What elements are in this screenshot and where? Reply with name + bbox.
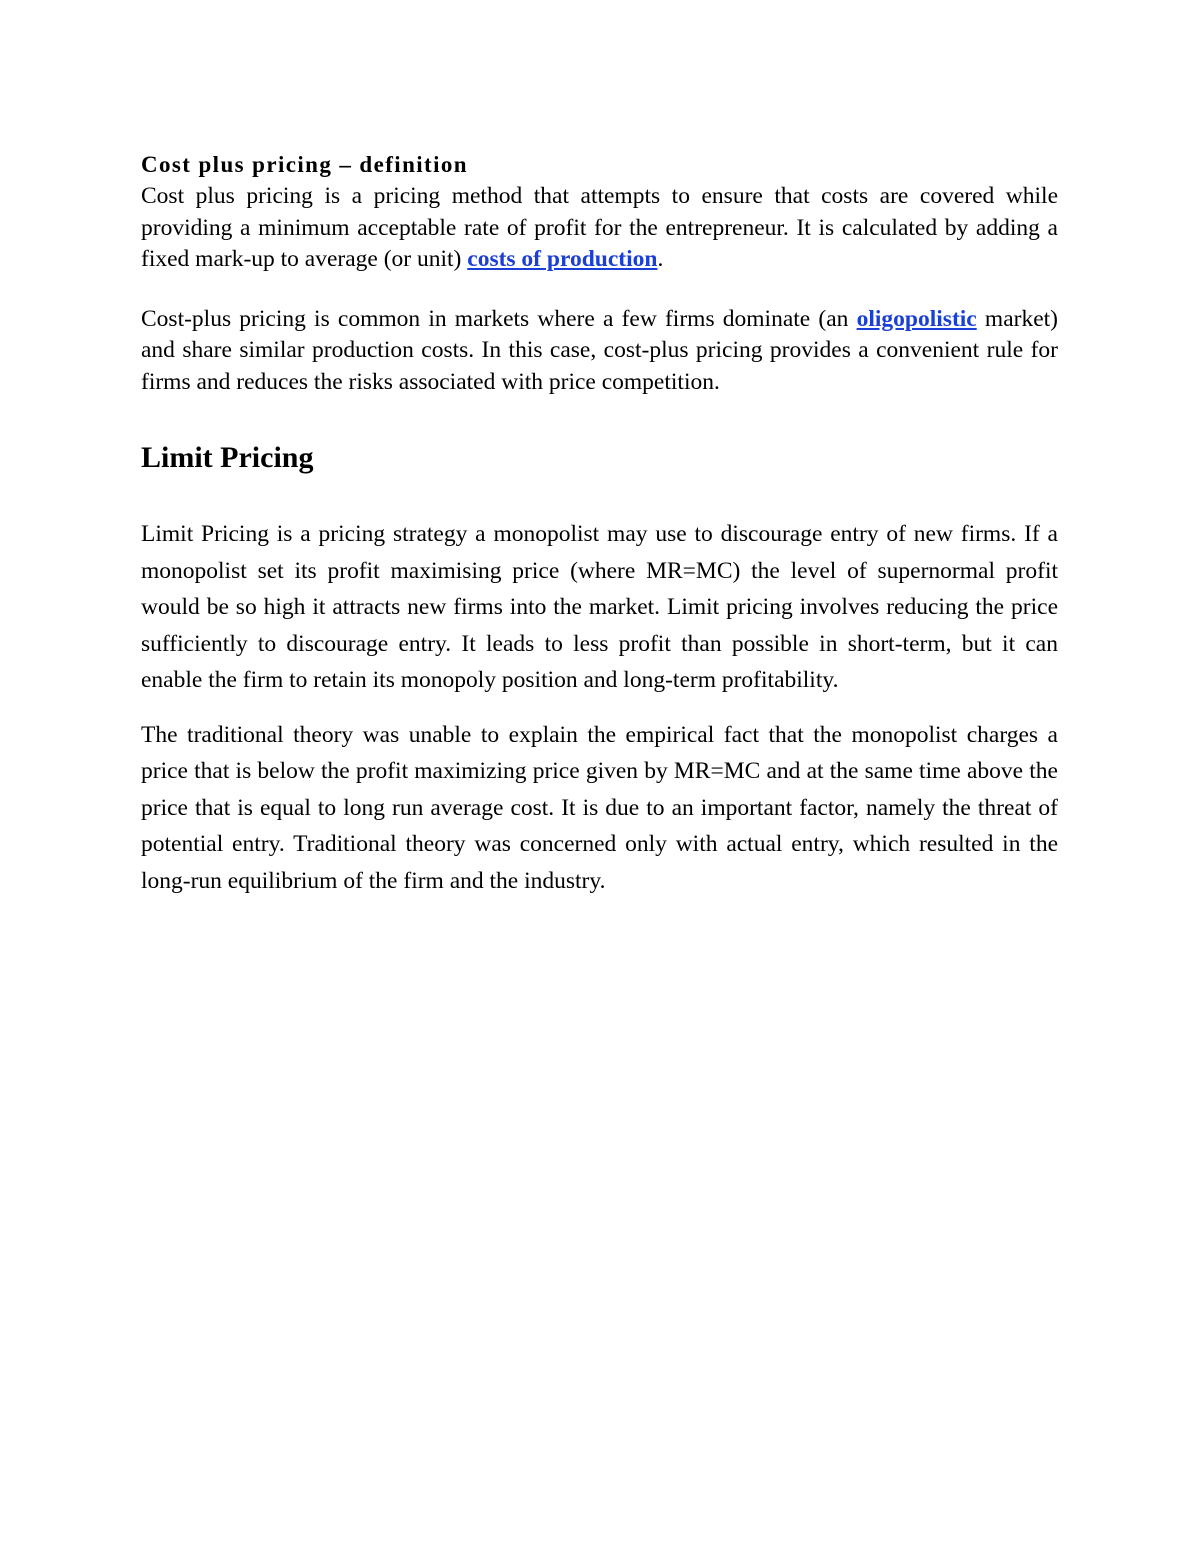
limit-pricing-heading: Limit Pricing: [141, 441, 314, 474]
paragraph-text: .: [657, 246, 664, 272]
document-content: [141, 148, 1058, 899]
cost-plus-definition-paragraph: [141, 181, 1058, 276]
oligopolistic-link[interactable]: oligopolistic: [856, 305, 977, 332]
paragraph-text: market) and share similar production costs. In this case, cost-plus pricing provides a convenient rule for firms and reduces the risks associated with price competition.: [141, 305, 1058, 395]
cost-plus-heading: Cost plus pricing – definition: [141, 152, 468, 177]
traditional-theory-paragraph: The traditional theory was unable to explain the empirical fact that the monopolist charges a price that is below the profit maximizing price given by MR=MC and at the same time above the price that is equal to long run average cost. It is due to an important factor, namely the threat of potential entry. Traditional theory was concerned only with actual entry, which resulted in the long-run equilibrium of the firm and the industry.: [141, 721, 1058, 894]
limit-pricing-definition-paragraph: Limit Pricing is a pricing strategy a monopolist may use to discourage entry of new firms. If a monopolist set its profit maximising price (where MR=MC) the level of supernormal profit would be so high it attracts new firms into the market. Limit pricing involves reducing the price sufficiently to discourage entry. It leads to less profit than possible in short-term, but it can enable the firm to retain its monopoly position and long-term profitability.: [141, 521, 1058, 693]
cost-plus-oligopoly-paragraph: [141, 304, 1058, 399]
paragraph-text: Cost-plus pricing is common in markets where a few firms dominate (an: [141, 305, 857, 332]
costs-of-production-link[interactable]: costs of production: [467, 246, 658, 272]
paragraph-text: Cost plus pricing is a pricing method that attempts to ensure that costs are covered while providing a minimum acceptable rate of profit for the entrepreneur. It is calculated by adding a fixed mark-up to average (or unit): [141, 183, 1058, 272]
